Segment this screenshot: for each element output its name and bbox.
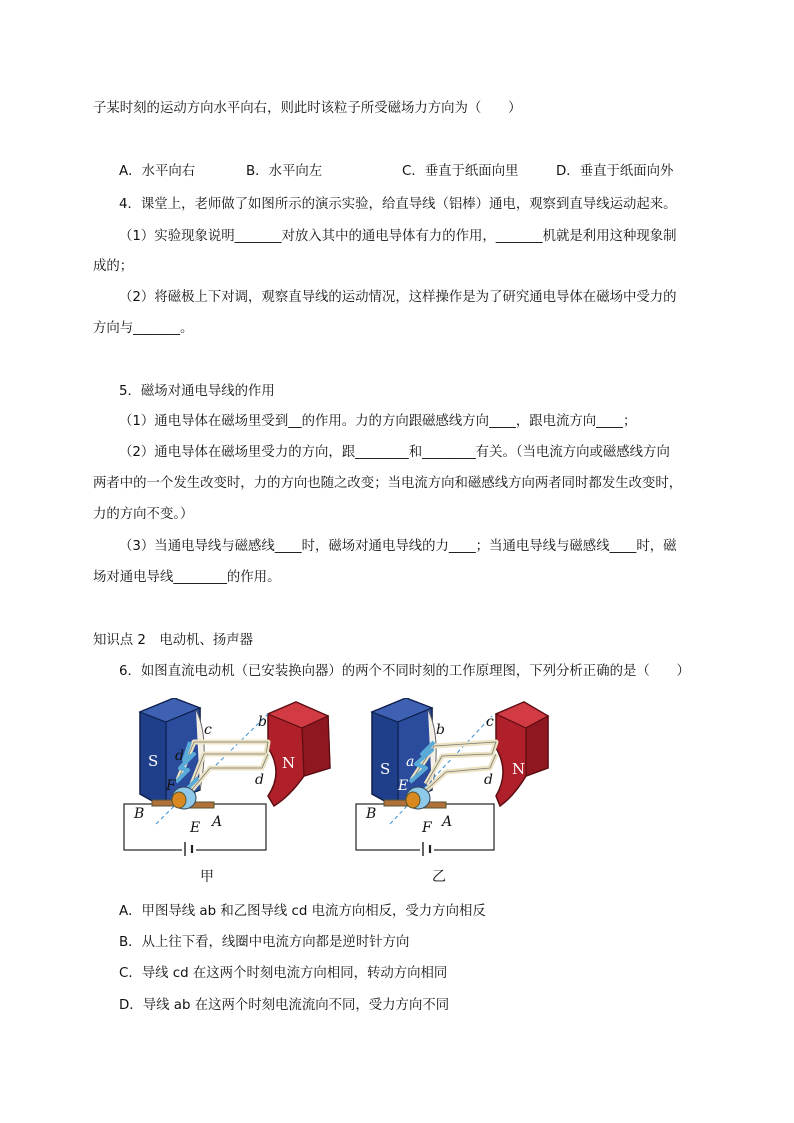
pole-label-n: N (282, 754, 296, 772)
figure-caption-yi: 乙 (432, 869, 446, 885)
q5-part2-line2: 两者中的一个发生改变时，力的方向也随之改变；当电流方向和磁感线方向两者同时都发生改变时， (93, 476, 683, 491)
q4-part2-line2: 方向与_______。 (93, 321, 194, 336)
label-e: E (190, 820, 201, 836)
label-a-brush: A (442, 814, 453, 830)
q6-option-c: C．导线 cd 在这两个时刻电流方向相同，转动方向相同 (119, 966, 448, 981)
pole-label-s: S (148, 752, 159, 770)
label-f: F (422, 820, 432, 836)
label-b: b (436, 722, 445, 738)
q4-stem: 4．课堂上，老师做了如图所示的演示实验，给直导线（铝棒）通电，观察到直导线运动起来。 (119, 197, 677, 212)
motor-figure-jia (118, 698, 338, 862)
q5-part3-line1: （3）当通电导线与磁感线____时，磁场对通电导线的力____；当通电导线与磁感线____时，磁 (119, 539, 677, 554)
q6-option-b: B．从上往下看，线圈中电流方向都是逆时针方向 (119, 935, 410, 950)
commutator (172, 792, 186, 808)
q6-stem: 6．如图直流电动机（已安装换向器）的两个不同时刻的工作原理图，下列分析正确的是（ ） (119, 664, 690, 679)
q3-stem-tail: 子某时刻的运动方向水平向右，则此时该粒子所受磁场力方向为（ ） (93, 101, 522, 116)
q3-option-b: B．水平向左 (246, 164, 323, 179)
label-e: E (398, 778, 409, 794)
label-f: F (166, 778, 176, 794)
label-c: c (486, 714, 494, 730)
label-b-brush: B (366, 806, 377, 822)
commutator (406, 792, 420, 808)
q5-part2-line1: （2）通电导体在磁场里受力的方向，跟________和________有关。（当电流方向或磁感线方向 (119, 445, 670, 460)
label-d-lower: d (255, 772, 264, 788)
q3-option-c: C．垂直于纸面向里 (402, 164, 519, 179)
motor-figure-yi (350, 698, 550, 862)
q3-option-a: A．水平向右 (119, 164, 196, 179)
q4-part1-line2: 成的； (93, 259, 134, 274)
label-a: a (406, 754, 415, 770)
label-d-upper: d (175, 748, 184, 764)
label-a-brush: A (212, 814, 223, 830)
label-d: d (484, 772, 493, 788)
q3-option-d: D．垂直于纸面向外 (556, 164, 674, 179)
label-b: b (258, 714, 267, 730)
label-b-brush: B (134, 806, 145, 822)
q5-part3-line2: 场对通电导线________的作用。 (93, 570, 281, 585)
q5-part2-line3: 力的方向不变。） (93, 507, 194, 522)
pole-label-s: S (380, 760, 391, 778)
q6-option-a: A．甲图导线 ab 和乙图导线 cd 电流方向相反，受力方向相反 (119, 904, 486, 919)
q4-part1-line1: （1）实验现象说明_______对放入其中的通电导体有力的作用，_______机就是利用这种现象制 (119, 229, 677, 244)
section-title: 知识点 2 电动机、扬声器 (93, 633, 254, 648)
q6-option-d: D．导线 ab 在这两个时刻电流流向不同，受力方向不同 (119, 998, 450, 1013)
q4-part2-line1: （2）将磁极上下对调，观察直导线的运动情况，这样操作是为了研究通电导体在磁场中受力的 (119, 290, 677, 305)
q5-title: 5．磁场对通电导线的作用 (119, 384, 275, 399)
label-c: c (204, 722, 212, 738)
figure-caption-jia: 甲 (200, 869, 214, 885)
q5-part1: （1）通电导体在磁场里受到__的作用。力的方向跟磁感线方向____，跟电流方向____； (119, 414, 637, 429)
pole-label-n: N (512, 760, 526, 778)
